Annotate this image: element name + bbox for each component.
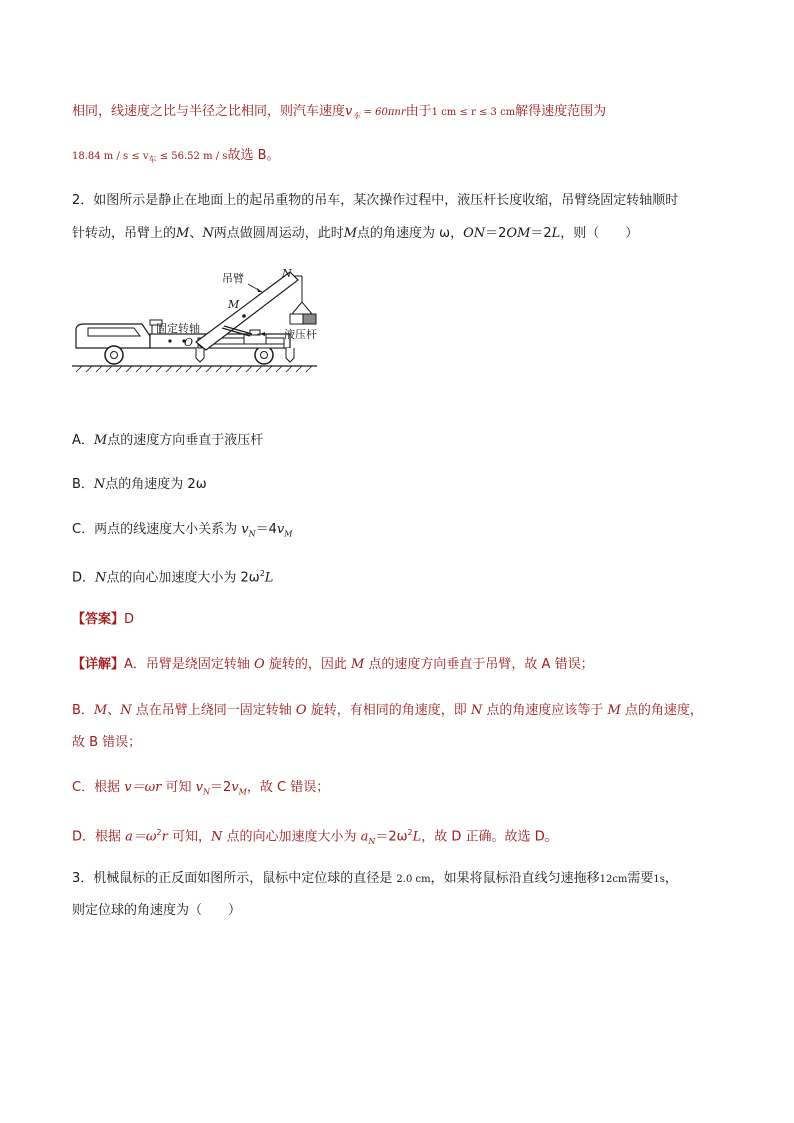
option-c: C．两点的线速度大小关系为 $v_N=4v_M$ [72,522,293,539]
cab-window [88,328,140,336]
formula-r-range: 1 cm ≤ r ≤ 3 cm [431,107,516,118]
option-d: D．N点的向心加速度大小为 $2\omega^2L$ [72,569,274,586]
option-b: B．N点的角速度为 2ω [72,477,207,492]
formula-v-car: $v_车 = 60\pi nr$ [345,104,406,121]
label-diaobi: 吊臂 [222,272,244,285]
detail-line-b2: 故 B 错误； [72,735,142,750]
point-M [242,314,246,318]
intro-line-2: 18.84 $m / s \le v_车 \le 56.52$ m / s故选 B。 [72,148,280,164]
q2-line-2: 针转动，吊臂上的M、N两点做圆周运动，此时M点的角速度为 ω，ON＝2OM＝2L，则（ ） [72,226,639,241]
label-yeya: 液压杆 [284,328,317,341]
detail-line-a: 【详解】A．吊臂是绕固定转轴 O 旋转的，因此 M 点的速度方向垂直于吊臂，故 A 错误； [72,657,594,672]
intro-line-1: 相同，线速度之比与半径之比相同，则汽车速度$v_车 = 60\pi nr$由于1 cm ≤ r ≤ 3 cm解得速度范围为 [72,104,607,121]
formula-speed-range: 18.84 $m / s \le v_车 \le 56.52$ m / s [72,151,228,164]
label-M: M [228,298,240,311]
detail-line-b1: B．M、N 点在吊臂上绕同一固定转轴 O 旋转，有相同的角速度，即 N 点的角速度应该等于 M 点的角速度， [72,703,703,718]
label-O: O [184,336,194,349]
option-a: A．M点的速度方向垂直于液压杆 [72,433,264,448]
answer-line [72,612,134,628]
q2-line-1: 2．如图所示是静止在地面上的起吊重物的吊车，某次操作过程中，液压杆长度收缩，吊臂绕固定转轴顺时 [72,193,679,208]
detail-line-d: D．根据 $a=\omega^2r$ 可知，N 点的向心加速度大小为 $a_N=2\omega^2L$，故 D 正确。故选 D。 [72,828,558,846]
crane-diagram [72,262,322,382]
crane-figure [72,262,322,382]
q3-line-1: 3．机械鼠标的正反面如图所示，鼠标中定位球的直径是 2.0 cm，如果将鼠标沿直线匀速拖移12cm需要1s， [72,871,678,886]
ground-hatch [76,366,312,372]
label-zhou: 固定转轴 [156,322,200,335]
label-N: N [282,267,292,280]
detail-line-c: C．根据 v＝ωr 可知 $v_N=2v_M$，故 C 错误； [72,780,330,797]
answer-value: D [124,612,135,627]
detail-label: 【详解】 [72,657,125,672]
answer-label: 【答案】 [72,612,125,627]
q3-line-2: 则定位球的角速度为（ ） [72,903,242,918]
